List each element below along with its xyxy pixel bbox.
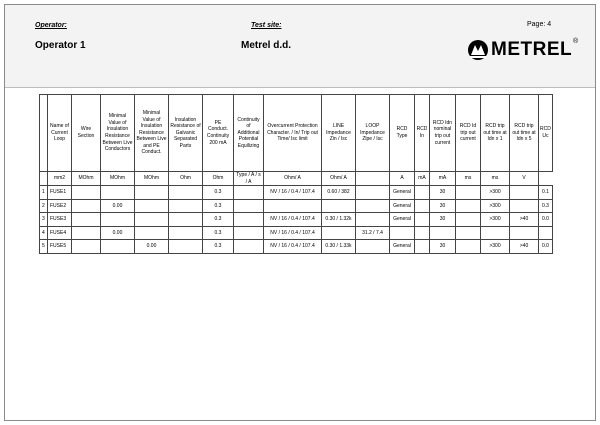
table-cell: 0.00 bbox=[101, 226, 135, 240]
table-cell: 0.3 bbox=[203, 240, 234, 254]
table-cell: 0.00 bbox=[135, 240, 169, 254]
row-number-unit bbox=[40, 172, 48, 186]
column-header: Insulation Resistance of Galvanic Separated Parts bbox=[169, 95, 203, 172]
table-cell bbox=[72, 226, 101, 240]
column-header: RCD Id trip out current bbox=[456, 95, 481, 172]
column-header: RCD trip out time at Idn x 5 bbox=[510, 95, 539, 172]
table-cell: 0.60 / 382 bbox=[322, 186, 356, 200]
table-cell bbox=[415, 199, 430, 213]
table-cell bbox=[135, 213, 169, 227]
table-cell bbox=[510, 226, 539, 240]
table-cell: 0.0 bbox=[539, 213, 553, 227]
table-cell: 0.3 bbox=[203, 186, 234, 200]
table-cell bbox=[322, 199, 356, 213]
table-row bbox=[40, 186, 553, 200]
table-cell: 0.0 bbox=[539, 240, 553, 254]
report-page bbox=[4, 4, 596, 421]
table-cell bbox=[101, 186, 135, 200]
row-number: 2 bbox=[40, 199, 48, 213]
table-cell: >40 bbox=[510, 240, 539, 254]
metrel-logo bbox=[467, 38, 589, 62]
table-cell bbox=[456, 226, 481, 240]
column-header: Continuity of Additional Potential Equilizing bbox=[234, 95, 264, 172]
column-header: RCD In bbox=[415, 95, 430, 172]
table-cell bbox=[510, 186, 539, 200]
table-cell bbox=[510, 199, 539, 213]
table-cell: 30 bbox=[430, 240, 456, 254]
table-cell bbox=[356, 240, 390, 254]
column-unit: mm2 bbox=[48, 172, 72, 186]
column-header: RCD trip out time at Idn x 1 bbox=[481, 95, 510, 172]
table-cell bbox=[234, 240, 264, 254]
column-unit: MOhm bbox=[72, 172, 101, 186]
table-cell bbox=[135, 226, 169, 240]
row-number-header bbox=[40, 95, 48, 172]
table-cell bbox=[135, 186, 169, 200]
table-cell bbox=[72, 240, 101, 254]
table-cell bbox=[72, 199, 101, 213]
table-cell: 31.2 / 7.4 bbox=[356, 226, 390, 240]
column-header: PE Conduct. Continuity 200 mA bbox=[203, 95, 234, 172]
table-cell: NV / 16 / 0.4 / 107.4 bbox=[264, 186, 322, 200]
table-cell bbox=[456, 199, 481, 213]
test-site-value: Metrel d.d. bbox=[241, 40, 292, 51]
column-header: Overcurrent Protection Character. / In/ Trip out Time/ Isc limit bbox=[264, 95, 322, 172]
table-cell bbox=[322, 226, 356, 240]
table-cell: FUSE3 bbox=[48, 213, 72, 227]
table-cell: >40 bbox=[510, 213, 539, 227]
table-cell bbox=[135, 199, 169, 213]
column-unit: MOhm bbox=[101, 172, 135, 186]
table-cell: General bbox=[390, 199, 415, 213]
table-cell: FUSE5 bbox=[48, 240, 72, 254]
table-cell: 0.1 bbox=[539, 186, 553, 200]
table-cell bbox=[415, 240, 430, 254]
table-row bbox=[40, 199, 553, 213]
table-cell: 0.30 / 1.33k bbox=[322, 240, 356, 254]
table-cell bbox=[169, 186, 203, 200]
table-cell: FUSE1 bbox=[48, 186, 72, 200]
table-cell: >300 bbox=[481, 186, 510, 200]
table-cell: >300 bbox=[481, 240, 510, 254]
column-unit: Ohm bbox=[203, 172, 234, 186]
table-cell bbox=[72, 186, 101, 200]
table-cell: 0.3 bbox=[203, 199, 234, 213]
column-header: RCD Type bbox=[390, 95, 415, 172]
table-cell bbox=[430, 226, 456, 240]
column-unit: Ohm/ A bbox=[322, 172, 356, 186]
row-number: 5 bbox=[40, 240, 48, 254]
column-unit: mA bbox=[430, 172, 456, 186]
table-cell bbox=[234, 186, 264, 200]
column-unit: ms bbox=[481, 172, 510, 186]
table-cell bbox=[234, 199, 264, 213]
table-cell bbox=[539, 226, 553, 240]
column-header: Minimal Value of Insulation Resistance Between Live and PE Conduct. bbox=[135, 95, 169, 172]
table-cell bbox=[415, 213, 430, 227]
operator-value: Operator 1 bbox=[35, 40, 86, 51]
table-cell bbox=[101, 240, 135, 254]
table-cell bbox=[356, 186, 390, 200]
table-cell: 30 bbox=[430, 213, 456, 227]
table-cell: 0.3 bbox=[203, 226, 234, 240]
measurement-table bbox=[39, 94, 553, 254]
table-cell bbox=[264, 199, 322, 213]
column-header: LOOP Impedance Zlpe / Isc bbox=[356, 95, 390, 172]
table-cell: General bbox=[390, 213, 415, 227]
column-unit: mA bbox=[415, 172, 430, 186]
table-cell bbox=[415, 226, 430, 240]
column-header: RCD Uc bbox=[539, 95, 553, 172]
header-row bbox=[40, 95, 553, 172]
table-row bbox=[40, 213, 553, 227]
table-cell: >300 bbox=[481, 213, 510, 227]
table-cell: 0.00 bbox=[101, 199, 135, 213]
table-row bbox=[40, 226, 553, 240]
table-cell: 30 bbox=[430, 199, 456, 213]
table-cell: 0.3 bbox=[539, 199, 553, 213]
table-body bbox=[40, 186, 553, 254]
operator-label: Operator: bbox=[35, 22, 67, 29]
measurement-table-container bbox=[39, 94, 553, 254]
row-number: 3 bbox=[40, 213, 48, 227]
table-cell: 30 bbox=[430, 186, 456, 200]
report-header bbox=[5, 5, 595, 88]
column-unit: Ohm/ A bbox=[264, 172, 322, 186]
table-cell: FUSE2 bbox=[48, 199, 72, 213]
column-header: RCD Idn nominal trip out current bbox=[430, 95, 456, 172]
table-cell bbox=[234, 213, 264, 227]
table-cell bbox=[456, 186, 481, 200]
table-cell: NV / 16 / 0.4 / 107.4 bbox=[264, 240, 322, 254]
table-cell bbox=[456, 240, 481, 254]
table-cell bbox=[456, 213, 481, 227]
table-row bbox=[40, 240, 553, 254]
column-header: Name of Current Loop bbox=[48, 95, 72, 172]
table-cell bbox=[72, 213, 101, 227]
table-cell bbox=[234, 226, 264, 240]
metrel-emblem-icon bbox=[467, 38, 489, 62]
column-unit: MOhm bbox=[135, 172, 169, 186]
test-site-label: Test site: bbox=[251, 22, 282, 29]
column-header: Minimal Value of Insulation Resistance Between Live Conductors bbox=[101, 95, 135, 172]
column-unit: V bbox=[510, 172, 539, 186]
table-cell: >300 bbox=[481, 199, 510, 213]
row-number: 4 bbox=[40, 226, 48, 240]
column-unit: Ohm bbox=[169, 172, 203, 186]
table-cell: General bbox=[390, 186, 415, 200]
logo-wordmark: METREL bbox=[491, 39, 573, 60]
column-header: Wire Section bbox=[72, 95, 101, 172]
row-number: 1 bbox=[40, 186, 48, 200]
column-header: LINE Impedance Zin / Isc bbox=[322, 95, 356, 172]
table-cell bbox=[415, 186, 430, 200]
table-cell bbox=[356, 213, 390, 227]
table-cell bbox=[481, 226, 510, 240]
table-cell: NV / 16 / 0.4 / 107.4 bbox=[264, 226, 322, 240]
table-cell bbox=[169, 226, 203, 240]
table-cell: 0.30 / 1.32k bbox=[322, 213, 356, 227]
table-cell: General bbox=[390, 240, 415, 254]
table-cell: FUSE4 bbox=[48, 226, 72, 240]
table-cell bbox=[169, 213, 203, 227]
page-number-value: 4 bbox=[547, 21, 552, 28]
column-unit: ms bbox=[456, 172, 481, 186]
table-cell: 0.3 bbox=[203, 213, 234, 227]
units-row bbox=[40, 172, 553, 186]
column-unit: Type / A / s / A bbox=[234, 172, 264, 186]
logo-registered-mark: ® bbox=[573, 38, 579, 45]
column-unit: A bbox=[390, 172, 415, 186]
page-number bbox=[527, 21, 551, 28]
page-number-label: Page: bbox=[527, 21, 546, 28]
column-unit bbox=[356, 172, 390, 186]
table-cell: NV / 16 / 0.4 / 107.4 bbox=[264, 213, 322, 227]
table-cell bbox=[356, 199, 390, 213]
table-cell bbox=[169, 240, 203, 254]
table-cell bbox=[390, 226, 415, 240]
table-cell bbox=[101, 213, 135, 227]
table-cell bbox=[169, 199, 203, 213]
